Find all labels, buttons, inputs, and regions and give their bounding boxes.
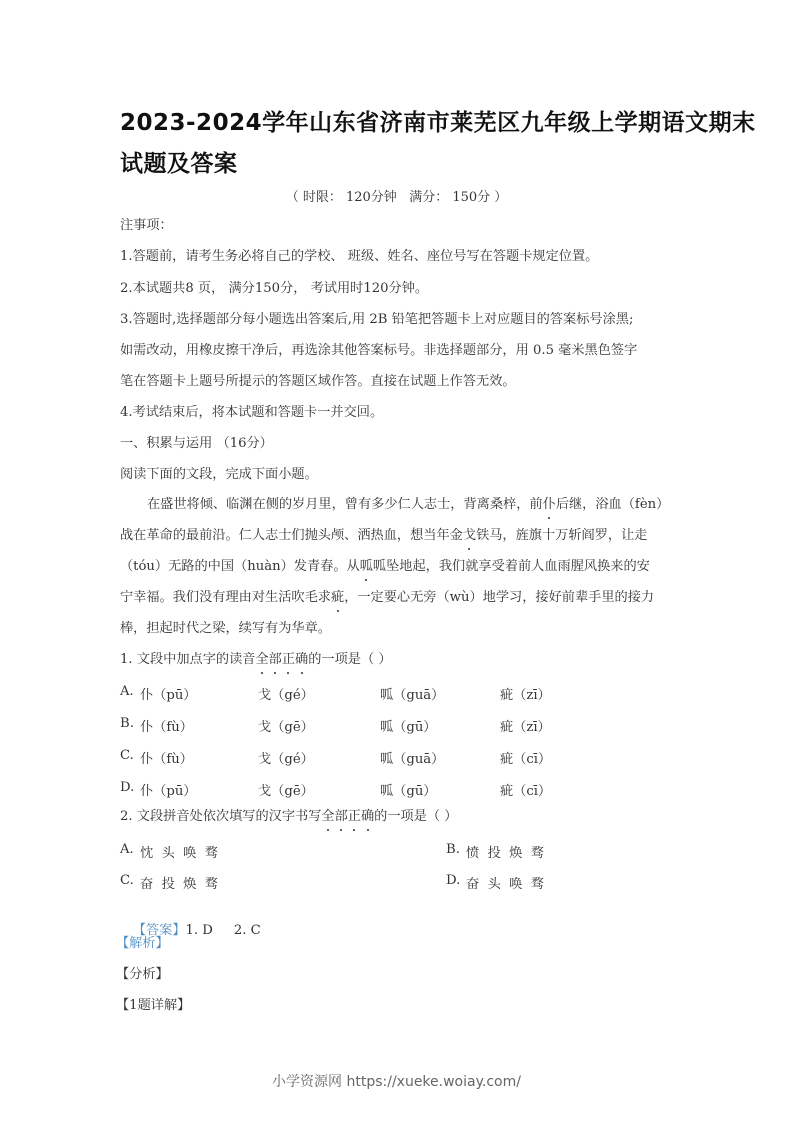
dotted-char: 部 [334, 809, 348, 824]
stem-text: 1. 文段中加点字的读音 [120, 652, 256, 667]
option-text: 愤 投 焕 骛 [466, 846, 544, 861]
passage-text: （tóu）无路的中国（huàn）发青春。从 [120, 559, 360, 574]
stem-text: 2. 文段拼音处依次填写的汉字书写 [120, 809, 322, 824]
section-heading: 一、积累与运用 （16分） [120, 436, 273, 451]
notice-item-3-line-3: 笔在答题卡上题号所提示的答题区域作答。直接在试题上作答无效。 [120, 374, 516, 389]
option-cell: 疵（cī） [500, 752, 552, 767]
option-cell: 呱（gū） [380, 720, 437, 735]
passage-text: 后继，浴血（fèn） [555, 497, 670, 512]
option-label: D. [120, 780, 135, 795]
option-cell: 仆（pū） [140, 688, 197, 703]
analysis-tag: 【解析】 [116, 936, 169, 951]
notice-heading: 注事项： [120, 218, 173, 233]
option-cell: 戈（gē） [258, 720, 314, 735]
stem-text: 的一项是（ ） [308, 652, 392, 667]
option-text: 奋 头 唤 骛 [466, 877, 544, 892]
document-title-line-1: 2023-2024学年山东省济南市莱芜区九年级上学期语文期末 [120, 110, 756, 136]
option-cell: 仆（fù） [140, 720, 193, 735]
dotted-char: 全 [321, 809, 335, 824]
option-cell: 疵（zī） [500, 720, 551, 735]
dotted-char: 疵 [331, 590, 345, 605]
question-1-stem [120, 651, 392, 669]
passage-text: 呱坠地起，我们就享受着前人血雨腥风换来的安 [372, 559, 650, 574]
document-title-line-2: 试题及答案 [120, 151, 238, 177]
answer-tag: 【答案】 [132, 923, 186, 938]
passage-line-5: 棒，担起时代之梁，续写有为华章。 [120, 621, 331, 636]
stem-text: 的一项是（ ） [374, 809, 458, 824]
passage-line-3 [120, 558, 650, 576]
option-label: B. [120, 716, 134, 731]
option-label: C. [120, 873, 134, 888]
option-cell: 呱（guā） [380, 752, 445, 767]
option-label: B. [446, 842, 460, 857]
dotted-char: 确 [360, 809, 375, 824]
passage-text: ，一定要心无旁（wù）地学习，接好前辈手里的接力 [344, 590, 655, 605]
dotted-char: 正 [281, 652, 296, 667]
passage-line-2 [120, 527, 648, 545]
option-label: A. [120, 684, 134, 699]
notice-item-4: 4.考试结束后，将本试题和答题卡一并交回。 [120, 405, 384, 420]
option-label: C. [120, 748, 134, 763]
answer-text: 1. D 2. C [185, 923, 261, 938]
option-cell: 呱（guā） [380, 688, 445, 703]
option-cell: 疵（zī） [500, 688, 551, 703]
footer-watermark: 小学资源网 https://xueke.woiay.com/ [272, 1074, 521, 1090]
dotted-char: 呱 [359, 559, 373, 574]
option-label: A. [120, 842, 134, 857]
passage-text: 宁幸福。我们没有理由对生活吹毛求 [120, 590, 331, 605]
notice-item-1: 1.答题前，请考生务必将自己的学校、 班级、姓名、座位号写在答题卡规定位置。 [120, 249, 599, 264]
exam-time-score: （ 时限： 120分钟 满分： 150分 ） [285, 190, 508, 205]
dotted-char: 全 [255, 652, 269, 667]
option-text: 忱 头 唤 骛 [140, 846, 218, 861]
notice-item-2: 2.本试题共8 页， 满分150分， 考试用时120分钟。 [120, 281, 429, 296]
passage-text: 在盛世将倾、临渊在侧的岁月里，曾有多少仁人志士，背离桑梓，前 [147, 497, 543, 512]
fenxi-tag: 【分析】 [116, 967, 169, 982]
option-cell: 戈（gé） [258, 688, 314, 703]
notice-item-3-line-1: 3.答题时,选择题部分每小题选出答案后,用 2B 铅笔把答题卡上对应题目的答案标号涂黑; [120, 312, 634, 327]
option-cell: 戈（gé） [258, 752, 314, 767]
passage-line-1 [147, 496, 669, 514]
dotted-char: 戈 [462, 528, 477, 543]
option-cell: 呱（gū） [380, 784, 437, 799]
reading-instruction: 阅读下面的文段，完成下面小题。 [120, 467, 318, 482]
dotted-char: 部 [268, 652, 282, 667]
option-cell: 仆（fù） [140, 752, 193, 767]
dotted-char: 仆 [542, 497, 556, 512]
question-2-stem [120, 808, 457, 826]
dotted-char: 确 [295, 652, 309, 667]
passage-line-4 [120, 589, 654, 607]
passage-text: 战在革命的最前沿。仁人志士们抛头颅、洒热血，想当年金 [120, 528, 463, 543]
option-text: 奋 投 焕 骛 [140, 877, 218, 892]
option-cell: 疵（cī） [500, 784, 552, 799]
detail-tag: 【1题详解】 [116, 998, 191, 1013]
dotted-char: 正 [347, 809, 361, 824]
option-label: D. [446, 873, 461, 888]
option-cell: 戈（gē） [258, 784, 314, 799]
option-cell: 仆（pū） [140, 784, 197, 799]
passage-text: 铁马，旌旗十万斩阎罗，让走 [476, 528, 648, 543]
notice-item-3-line-2: 如需改动，用橡皮擦干净后，再选涂其他答案标号。非选择题部分，用 0.5 毫米黑色签字 [120, 343, 638, 358]
